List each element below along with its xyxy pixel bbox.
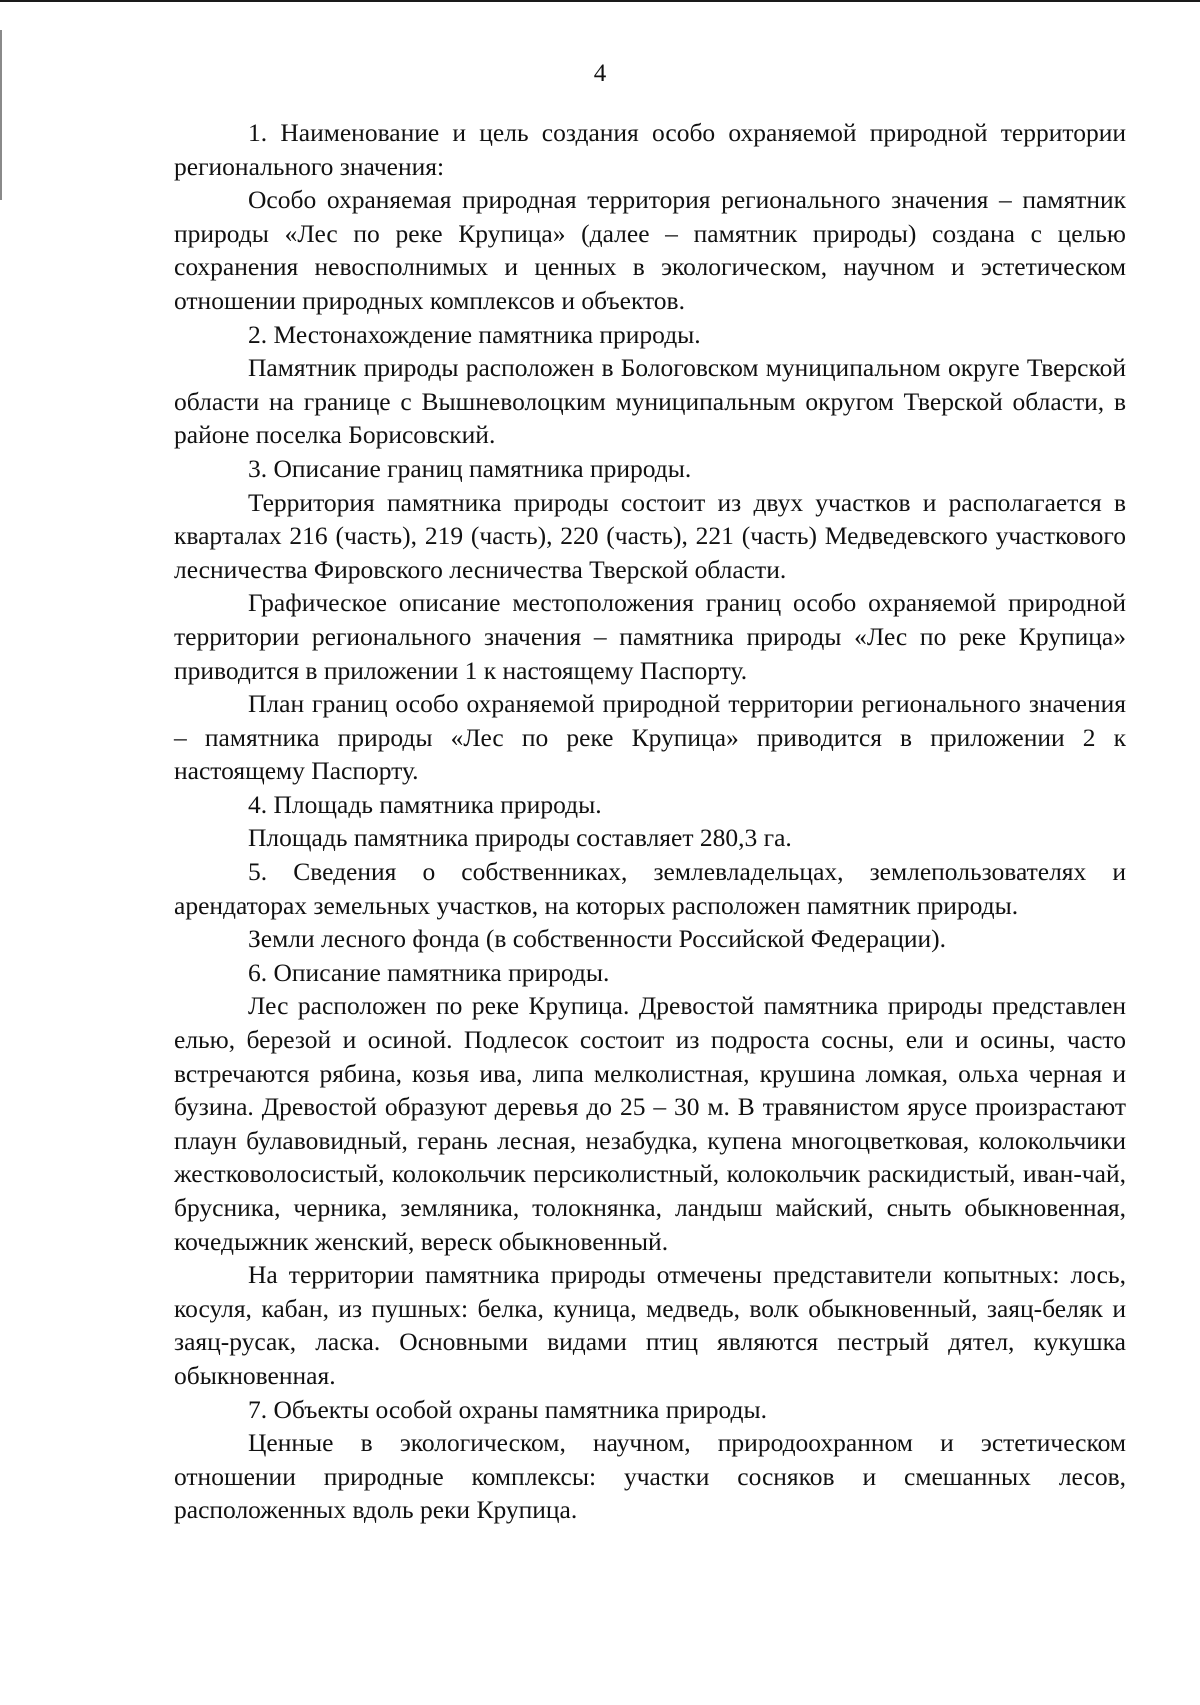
section-3-text-graphic: Графическое описание местоположения границ особо охраняемой природной территории регионального значения – памятника природы «Лес по реке Крупица» приводится в приложении 1 к настоящему Паспорту. (174, 588, 1126, 685)
section-2-heading: 2. Местонахождение памятника природы. (248, 319, 701, 349)
section-5-heading: 5. Сведения о собственниках, землевладельцах, землепользователях и арендаторах земельных участков, на которых расположен памятник природы. (174, 857, 1126, 920)
document-body (174, 116, 1126, 1527)
scan-border-left (0, 30, 2, 200)
section-6-text-fauna: На территории памятника природы отмечены представители копытных: лось, косуля, кабан, из пушных: белка, куница, медведь, волк обыкновенный, заяц-беляк и заяц-русак, ласка. Основными видами птиц являются пестрый дятел, кукушка обыкновенная. (174, 1260, 1126, 1390)
section-3-text-plan: План границ особо охраняемой природной территории регионального значения – памятника природы «Лес по реке Крупица» приводится в приложении 2 к настоящему Паспорту. (174, 689, 1126, 786)
section-1-text: Особо охраняемая природная территория регионального значения – памятник природы «Лес по реке Крупица» (далее – памятник природы) создана с целью сохранения невосполнимых и ценных в экологическом, научном и эстетическом отношении природных комплексов и объектов. (174, 185, 1126, 315)
section-3-heading: 3. Описание границ памятника природы. (248, 453, 692, 483)
section-4-heading: 4. Площадь памятника природы. (248, 789, 602, 819)
section-2-text: Памятник природы расположен в Бологовском муниципальном округе Тверской области на границе с Вышневолоцким муниципальным округом Тверской области, в районе поселка Борисовский. (174, 353, 1126, 450)
section-6-heading: 6. Описание памятника природы. (248, 957, 610, 987)
section-6-text-flora: Лес расположен по реке Крупица. Древостой памятника природы представлен елью, березой и осиной. Подлесок состоит из подроста сосны, ели и осины, часто встречаются рябина, козья ива, липа мелколистная, крушина ломкая, ольха черная и бузина. Древостой образуют деревья до 25 – 30 м. В травянистом ярусе произрастают плаун булавовидный, герань лесная, незабудка, купена многоцветковая, колокольчики жестковолосистый, колокольчик персиколистный, колокольчик раскидистый, иван-чай, брусника, черника, земляника, толокнянка, ландыш майский, сныть обыкновенная, кочедыжник женский, вереск обыкновенный. (174, 991, 1126, 1256)
section-5-text: Земли лесного фонда (в собственности Российской Федерации). (248, 924, 947, 954)
section-7-heading: 7. Объекты особой охраны памятника природы. (248, 1394, 768, 1424)
section-3-text-territory: Территория памятника природы состоит из двух участков и располагается в кварталах 216 (часть), 219 (часть), 220 (часть), 221 (часть) Медведевского участкового лесничества Фировского лесничества Тверской области. (174, 487, 1126, 584)
section-1-heading: 1. Наименование и цель создания особо охраняемой природной территории регионального значения: (174, 118, 1126, 181)
scan-border-top (0, 0, 1200, 2)
page-number: 4 (593, 60, 607, 87)
section-4-text: Площадь памятника природы составляет 280,3 га. (248, 823, 792, 853)
section-7-text: Ценные в экологическом, научном, природоохранном и эстетическом отношении природные комплексы: участки сосняков и смешанных лесов, расположенных вдоль реки Крупица. (174, 1428, 1126, 1525)
